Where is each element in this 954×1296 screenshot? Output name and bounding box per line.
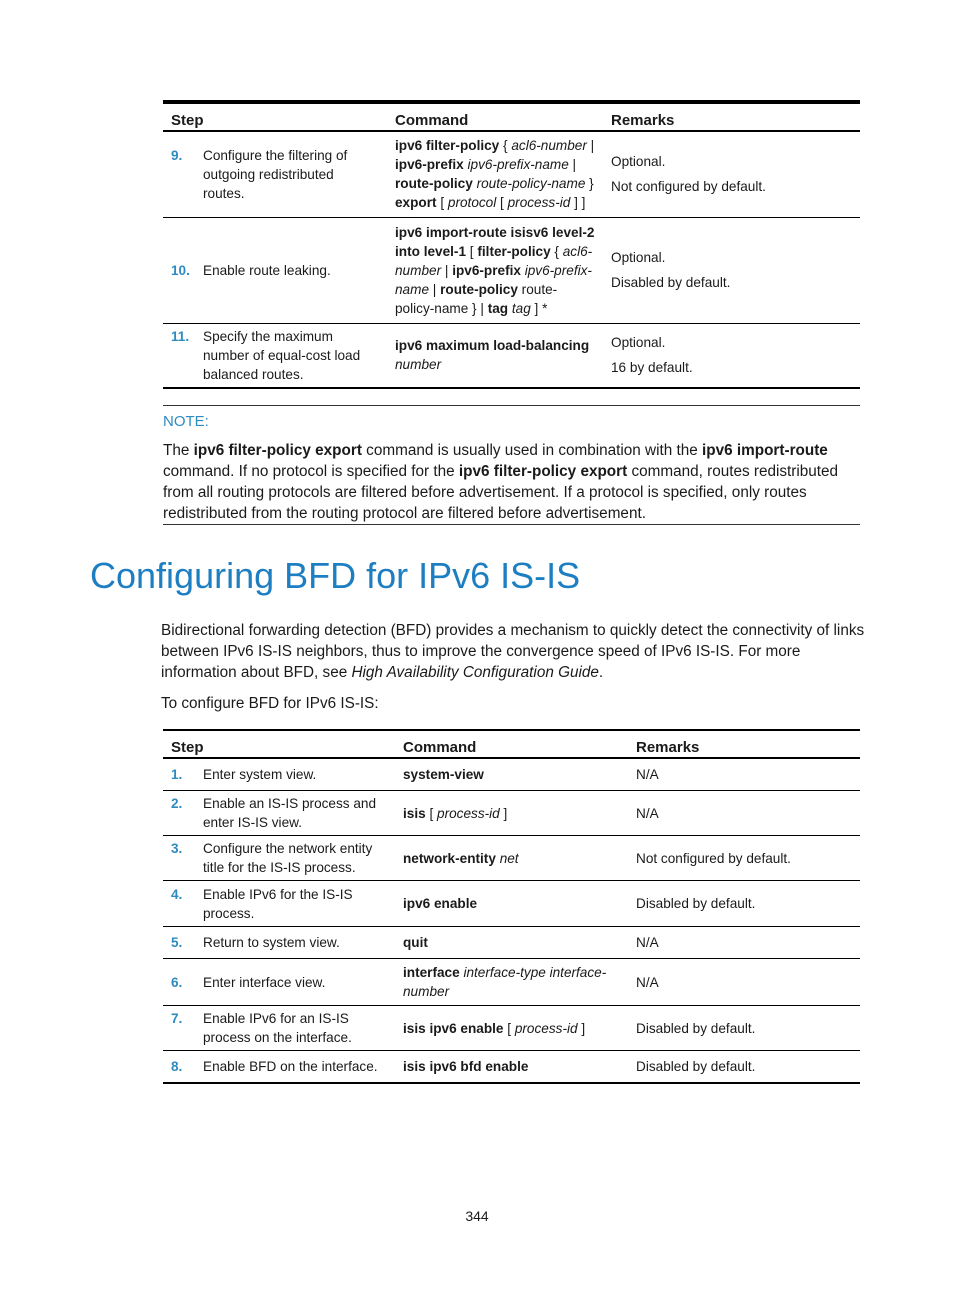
- command-cell: ipv6 enable: [395, 881, 628, 927]
- step-number: 2.: [171, 796, 183, 811]
- step-text: Enter interface view.: [203, 974, 326, 990]
- header-remarks: Remarks: [603, 102, 860, 131]
- remark-line: N/A: [636, 935, 659, 950]
- step-number: 8.: [171, 1059, 183, 1074]
- remarks-cell: [628, 927, 860, 959]
- remarks-cell: [628, 791, 860, 836]
- page-number: 344: [465, 1208, 489, 1224]
- step-text: Enable BFD on the interface.: [203, 1059, 378, 1074]
- table-row: [163, 1006, 860, 1051]
- table-row: [163, 758, 860, 791]
- step-text: Enable an IS-IS process and enter IS-IS view.: [203, 796, 377, 830]
- step-number: 6.: [171, 974, 183, 990]
- step-cell: [163, 131, 387, 217]
- remarks-cell: [603, 131, 860, 217]
- table2-body: [163, 758, 860, 1083]
- step-cell: [163, 1006, 395, 1051]
- remark-line: Disabled by default.: [636, 1020, 756, 1036]
- note-bottom-rule: [163, 524, 860, 525]
- remarks-cell: [628, 758, 860, 791]
- step-number: 9.: [171, 147, 183, 163]
- remarks-cell: [603, 217, 860, 323]
- header-step: Step: [163, 102, 387, 131]
- table-row: [163, 836, 860, 881]
- table-row: [163, 927, 860, 959]
- header-command: Command: [395, 730, 628, 758]
- table-row: [163, 323, 860, 388]
- step-cell: [163, 927, 395, 959]
- note-label: NOTE:: [163, 413, 209, 430]
- remark-line: Disabled by default.: [636, 1059, 756, 1074]
- intro-paragraph: Bidirectional forwarding detection (BFD) provides a mechanism to quickly detect the connectivity of links between IPv6 IS-IS neighbors, thus to improve the convergence speed of IPv6 IS-IS. For more information about BFD, see High Availability Configuration Guide.: [161, 622, 865, 681]
- remark-line: Disabled by default.: [611, 275, 731, 290]
- step-number: 1.: [171, 767, 183, 782]
- command-cell: interface interface-type interface-number: [395, 959, 628, 1006]
- remark-line: 16 by default.: [611, 360, 693, 375]
- command-cell: ipv6 import-route isisv6 level-2 into level-1 [ filter-policy { acl6-number | ipv6-prefix ipv6-prefix-name | route-policy route-policy-name } | tag tag ] *: [387, 217, 603, 323]
- table-header-row: [163, 102, 860, 131]
- step-text: Specify the maximum number of equal-cost load balanced routes.: [203, 328, 361, 382]
- step-text: Return to system view.: [203, 935, 340, 950]
- command-cell: isis ipv6 bfd enable: [395, 1051, 628, 1084]
- remark-line: Optional.: [611, 154, 666, 170]
- remark-line: Not configured by default.: [636, 850, 791, 866]
- remark-line: Disabled by default.: [636, 896, 756, 911]
- table-row: [163, 1051, 860, 1084]
- header-remarks: Remarks: [628, 730, 860, 758]
- procedure-intro: To configure BFD for IPv6 IS-IS:: [161, 695, 379, 712]
- command-cell: isis [ process-id ]: [395, 791, 628, 836]
- step-cell: [163, 836, 395, 881]
- remark-line: N/A: [636, 974, 659, 990]
- step-text: Configure the network entity title for the IS-IS process.: [203, 841, 373, 875]
- step-text: Configure the filtering of outgoing redistributed routes.: [203, 147, 348, 201]
- section-heading: Configuring BFD for IPv6 IS-IS: [90, 555, 581, 596]
- table1-body: [163, 131, 860, 388]
- remarks-cell: [628, 959, 860, 1006]
- remark-line: Optional.: [611, 335, 666, 350]
- step-number: 11.: [171, 328, 190, 344]
- table-route-filtering: [163, 100, 860, 389]
- command-cell: system-view: [395, 758, 628, 791]
- table-row: [163, 217, 860, 323]
- remarks-cell: [628, 836, 860, 881]
- command-cell: ipv6 filter-policy { acl6-number | ipv6-prefix ipv6-prefix-name | route-policy route-policy-name } export [ protocol [ process-id ] ]: [387, 131, 603, 217]
- header-step: Step: [163, 730, 395, 758]
- table-header-row: [163, 730, 860, 758]
- table-row: [163, 131, 860, 217]
- step-text: Enable route leaking.: [203, 262, 331, 278]
- step-number: 4.: [171, 886, 183, 902]
- step-text: Enable IPv6 for the IS-IS process.: [203, 886, 353, 921]
- command-cell: ipv6 maximum load-balancing number: [387, 323, 603, 388]
- step-number: 10.: [171, 262, 190, 278]
- remarks-cell: [603, 323, 860, 388]
- remark-line: Optional.: [611, 250, 666, 265]
- command-cell: network-entity net: [395, 836, 628, 881]
- remark-line: N/A: [636, 805, 659, 821]
- command-cell: quit: [395, 927, 628, 959]
- note-top-rule: [163, 405, 860, 406]
- step-text: Enable IPv6 for an IS-IS process on the interface.: [203, 1011, 352, 1045]
- table-bfd-config: [163, 729, 860, 1084]
- table-row: [163, 881, 860, 927]
- step-cell: [163, 217, 387, 323]
- step-cell: [163, 758, 395, 791]
- remarks-cell: [628, 881, 860, 927]
- step-cell: [163, 959, 395, 1006]
- table-row: [163, 791, 860, 836]
- header-command: Command: [387, 102, 603, 131]
- remark-line: Not configured by default.: [611, 179, 766, 195]
- remarks-cell: [628, 1006, 860, 1051]
- step-cell: [163, 323, 387, 388]
- step-number: 5.: [171, 935, 183, 950]
- remark-line: N/A: [636, 767, 659, 782]
- step-cell: [163, 881, 395, 927]
- command-cell: isis ipv6 enable [ process-id ]: [395, 1006, 628, 1051]
- step-text: Enter system view.: [203, 767, 317, 782]
- step-number: 7.: [171, 1011, 183, 1026]
- step-number: 3.: [171, 841, 183, 856]
- table-row: [163, 959, 860, 1006]
- step-cell: [163, 1051, 395, 1084]
- remarks-cell: [628, 1051, 860, 1084]
- step-cell: [163, 791, 395, 836]
- note-text: The ipv6 filter-policy export command is usually used in combination with the ipv6 import-route command. If no protocol is specified for the ipv6 filter-policy export command, routes redistributed from all routing protocols are filtered before advertisement. If a protocol is specified, only routes redistributed from the routing protocol are filtered before advertisement.: [163, 442, 839, 522]
